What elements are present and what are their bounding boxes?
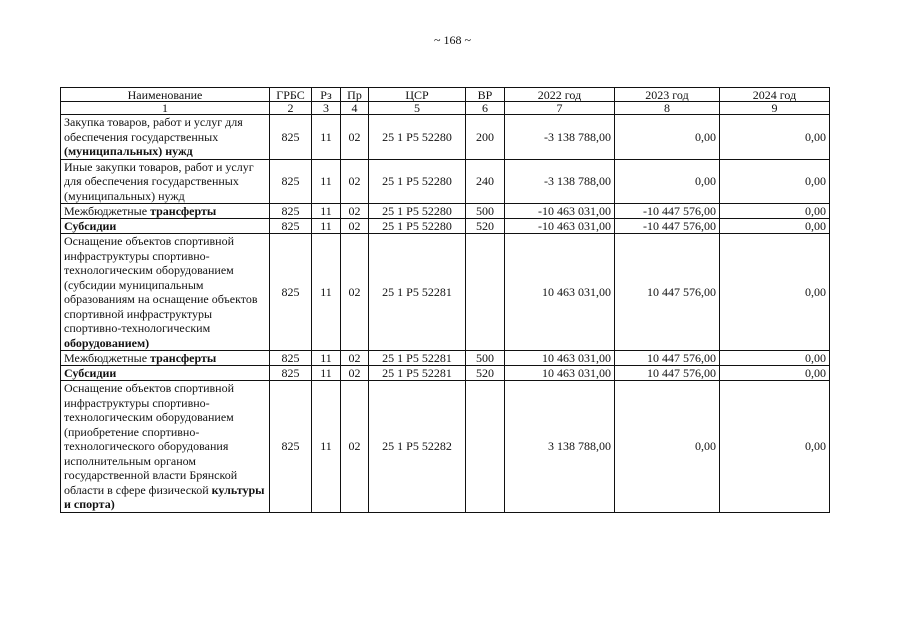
cell-grbs: 825 (270, 234, 312, 351)
cell-vr: 520 (466, 219, 505, 234)
page-number: ~ 168 ~ (434, 33, 471, 47)
cell-vr: 500 (466, 204, 505, 219)
row-name (61, 115, 270, 160)
header-cell-csr: ЦСР (369, 88, 466, 102)
row-name-text: Иные закупки товаров, работ и услуг для обеспечения государственных (муниципальных) нужд (64, 159, 254, 203)
cell-2023: 0,00 (615, 381, 720, 513)
cell-csr: 25 1 P5 52281 (369, 351, 466, 366)
header-cell-2022: 2022 год (505, 88, 615, 102)
cell-grbs: 825 (270, 351, 312, 366)
row-name-text: Межбюджетные (64, 203, 151, 218)
cell-2024: 0,00 (720, 234, 830, 351)
cell-rz: 11 (312, 381, 341, 513)
cell-csr: 25 1 P5 52280 (369, 115, 466, 160)
header-cell-vr: ВР (466, 88, 505, 102)
cell-grbs: 825 (270, 159, 312, 204)
cell-vr (466, 381, 505, 513)
row-name-text: Оснащение объектов спортивной инфраструктуры спортивно-технологическим оборудованием (субсидии муниципальным образованиям на оснащение объектов спортивной инфраструктуры спортивно-технологическим (64, 234, 258, 335)
cell-pr: 02 (341, 159, 369, 204)
row-name-bold-text: (муниципальных) нужд (64, 144, 193, 158)
cell-csr: 25 1 P5 52280 (369, 219, 466, 234)
cell-grbs: 825 (270, 381, 312, 513)
column-number: 6 (466, 102, 505, 115)
cell-2022: -10 463 031,00 (505, 219, 615, 234)
row-name-bold-text: трансферты (150, 350, 217, 365)
cell-rz: 11 (312, 351, 341, 366)
table-row (61, 234, 830, 351)
cell-vr: 200 (466, 115, 505, 160)
cell-2022: -3 138 788,00 (505, 159, 615, 204)
cell-2023: 10 447 576,00 (615, 366, 720, 381)
header-cell-pr: Пр (341, 88, 369, 102)
table-row (61, 381, 830, 513)
cell-2022: 3 138 788,00 (505, 381, 615, 513)
header-cell-rz: Рз (312, 88, 341, 102)
row-name-text: Оснащение объектов спортивной инфраструктуры спортивно-технологическим оборудованием (приобретение спортивно-технологического оборудования исполнительным органом государственной власти Брянской области в сфере физической (64, 381, 238, 497)
cell-grbs: 825 (270, 219, 312, 234)
row-name (61, 159, 270, 204)
cell-rz: 11 (312, 159, 341, 204)
column-number: 9 (720, 102, 830, 115)
column-number: 7 (505, 102, 615, 115)
cell-csr: 25 1 P5 52281 (369, 366, 466, 381)
table-row (61, 204, 830, 219)
cell-pr: 02 (341, 366, 369, 381)
header-cell-name: Наименование (61, 88, 270, 102)
row-name (61, 219, 270, 234)
cell-2024: 0,00 (720, 204, 830, 219)
header-cell-2023: 2023 год (615, 88, 720, 102)
cell-rz: 11 (312, 234, 341, 351)
row-name (61, 351, 270, 366)
row-name (61, 204, 270, 219)
table-row (61, 366, 830, 381)
cell-2022: 10 463 031,00 (505, 366, 615, 381)
row-name-bold-text: Субсидии (64, 218, 117, 233)
cell-2024: 0,00 (720, 366, 830, 381)
row-name (61, 366, 270, 381)
cell-2023: 10 447 576,00 (615, 234, 720, 351)
cell-pr: 02 (341, 219, 369, 234)
cell-rz: 11 (312, 115, 341, 160)
cell-csr: 25 1 P5 52281 (369, 234, 466, 351)
column-number: 1 (61, 102, 270, 115)
cell-grbs: 825 (270, 366, 312, 381)
cell-2023: 0,00 (615, 159, 720, 204)
header-row (61, 88, 830, 102)
cell-pr: 02 (341, 115, 369, 160)
cell-csr: 25 1 P5 52280 (369, 204, 466, 219)
cell-grbs: 825 (270, 115, 312, 160)
cell-2022: -3 138 788,00 (505, 115, 615, 160)
cell-vr: 240 (466, 159, 505, 204)
row-name (61, 381, 270, 513)
cell-2024: 0,00 (720, 159, 830, 204)
cell-vr: 500 (466, 351, 505, 366)
cell-pr: 02 (341, 381, 369, 513)
cell-2022: 10 463 031,00 (505, 234, 615, 351)
column-number-row (61, 102, 830, 115)
cell-2023: -10 447 576,00 (615, 219, 720, 234)
row-name-bold-text: трансферты (150, 203, 217, 218)
cell-rz: 11 (312, 219, 341, 234)
column-number: 4 (341, 102, 369, 115)
header-cell-grbs: ГРБС (270, 88, 312, 102)
cell-2022: -10 463 031,00 (505, 204, 615, 219)
cell-2023: -10 447 576,00 (615, 204, 720, 219)
header-cell-2024: 2024 год (720, 88, 830, 102)
cell-grbs: 825 (270, 204, 312, 219)
row-name-bold-text: культуры и спорта) (64, 482, 265, 511)
cell-csr: 25 1 P5 52280 (369, 159, 466, 204)
column-number: 3 (312, 102, 341, 115)
table-row (61, 219, 830, 234)
cell-pr: 02 (341, 234, 369, 351)
row-name-text: Закупка товаров, работ и услуг для обеспечения государственных (64, 115, 243, 144)
table-row (61, 159, 830, 204)
cell-2024: 0,00 (720, 351, 830, 366)
cell-pr: 02 (341, 204, 369, 219)
cell-rz: 11 (312, 204, 341, 219)
cell-rz: 11 (312, 366, 341, 381)
cell-2024: 0,00 (720, 219, 830, 234)
cell-2022: 10 463 031,00 (505, 351, 615, 366)
cell-2024: 0,00 (720, 381, 830, 513)
column-number: 2 (270, 102, 312, 115)
cell-vr: 520 (466, 366, 505, 381)
column-number: 8 (615, 102, 720, 115)
table-row (61, 351, 830, 366)
cell-pr: 02 (341, 351, 369, 366)
row-name (61, 234, 270, 351)
table-row (61, 115, 830, 160)
cell-2023: 10 447 576,00 (615, 351, 720, 366)
column-number: 5 (369, 102, 466, 115)
row-name-text: Межбюджетные (64, 350, 151, 365)
row-name-bold-text: оборудованием) (64, 335, 150, 350)
cell-2024: 0,00 (720, 115, 830, 160)
cell-csr: 25 1 P5 52282 (369, 381, 466, 513)
budget-table (60, 87, 830, 513)
row-name-bold-text: Субсидии (64, 365, 117, 380)
cell-vr (466, 234, 505, 351)
cell-2023: 0,00 (615, 115, 720, 160)
